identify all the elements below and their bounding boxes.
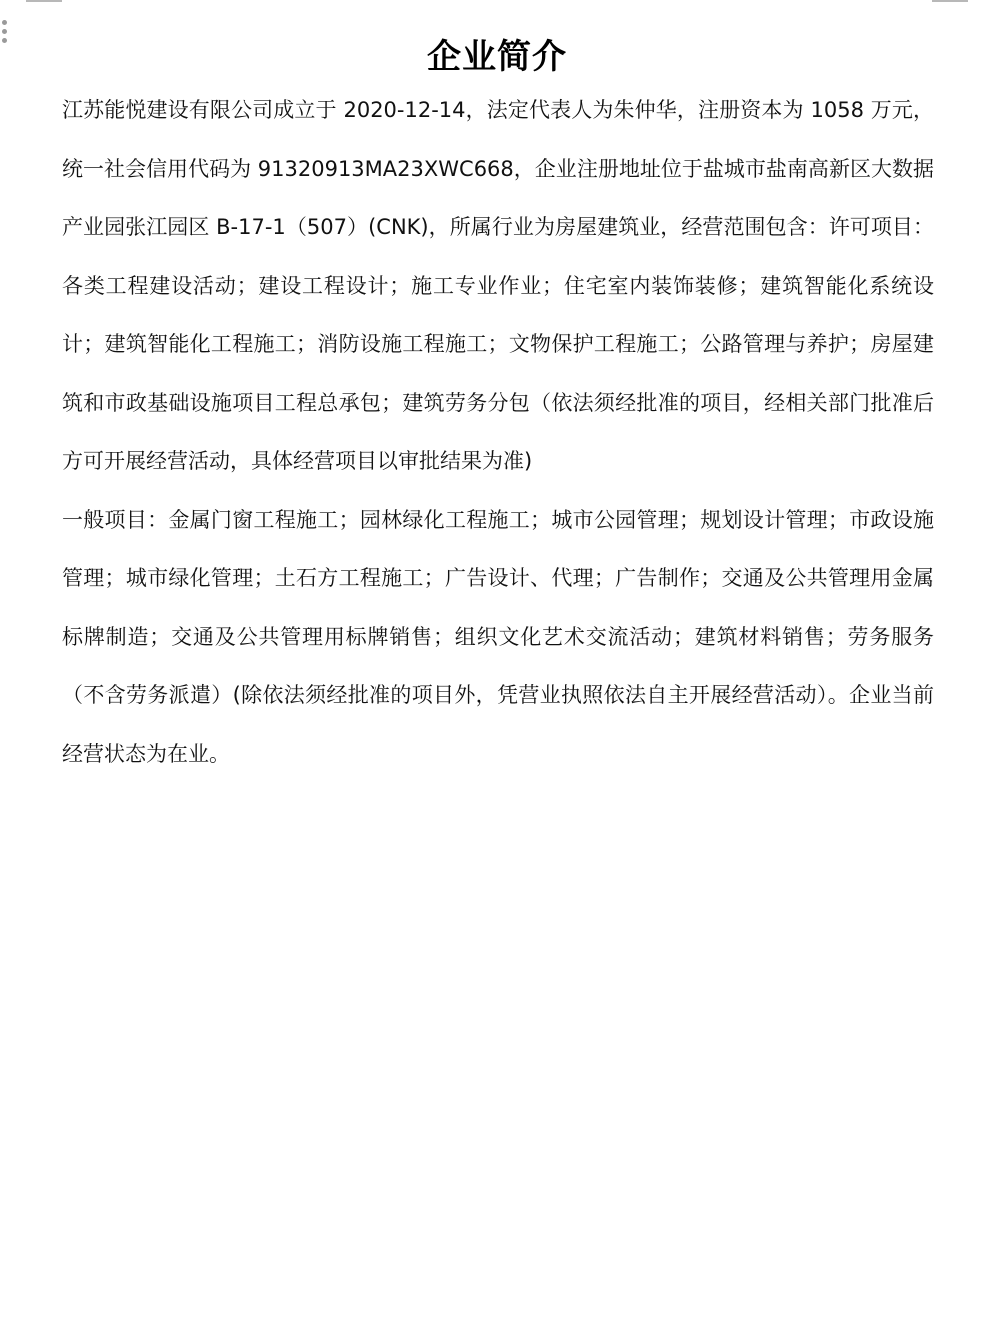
more-options-dot [2, 20, 7, 25]
document-body [62, 81, 934, 783]
page-title: 企业简介 [427, 36, 567, 77]
more-options-dot [2, 29, 7, 34]
page-corner-mark-right [932, 0, 968, 2]
paragraph-company-profile: 江苏能悦建设有限公司成立于 2020-12-14，法定代表人为朱仲华，注册资本为 1058 万元，统一社会信用代码为 91320913MA23XWC668，企业注册地址位于盐城市盐南高新区大数据产业园张江园区 B-17-1（507）(CNK)，所属行业为房屋建筑业，经营范围包含：许可项目：各类工程建设活动；建设工程设计；施工专业作业；住宅室内装饰装修；建筑智能化系统设计；建筑智能化工程施工；消防设施工程施工；文物保护工程施工；公路管理与养护；房屋建筑和市政基础设施项目工程总承包；建筑劳务分包（依法须经批准的项目，经相关部门批准后方可开展经营活动，具体经营项目以审批结果为准) [62, 98, 934, 473]
page-corner-mark-left [26, 0, 62, 2]
paragraph-general-business: 一般项目：金属门窗工程施工；园林绿化工程施工；城市公园管理；规划设计管理；市政设施管理；城市绿化管理；土石方工程施工；广告设计、代理；广告制作；交通及公共管理用金属标牌制造；交通及公共管理用标牌销售；组织文化艺术交流活动；建筑材料销售；劳务服务（不含劳务派遣）(除依法须经批准的项目外，凭营业执照依法自主开展经营活动）。企业当前经营状态为在业。 [62, 507, 934, 766]
